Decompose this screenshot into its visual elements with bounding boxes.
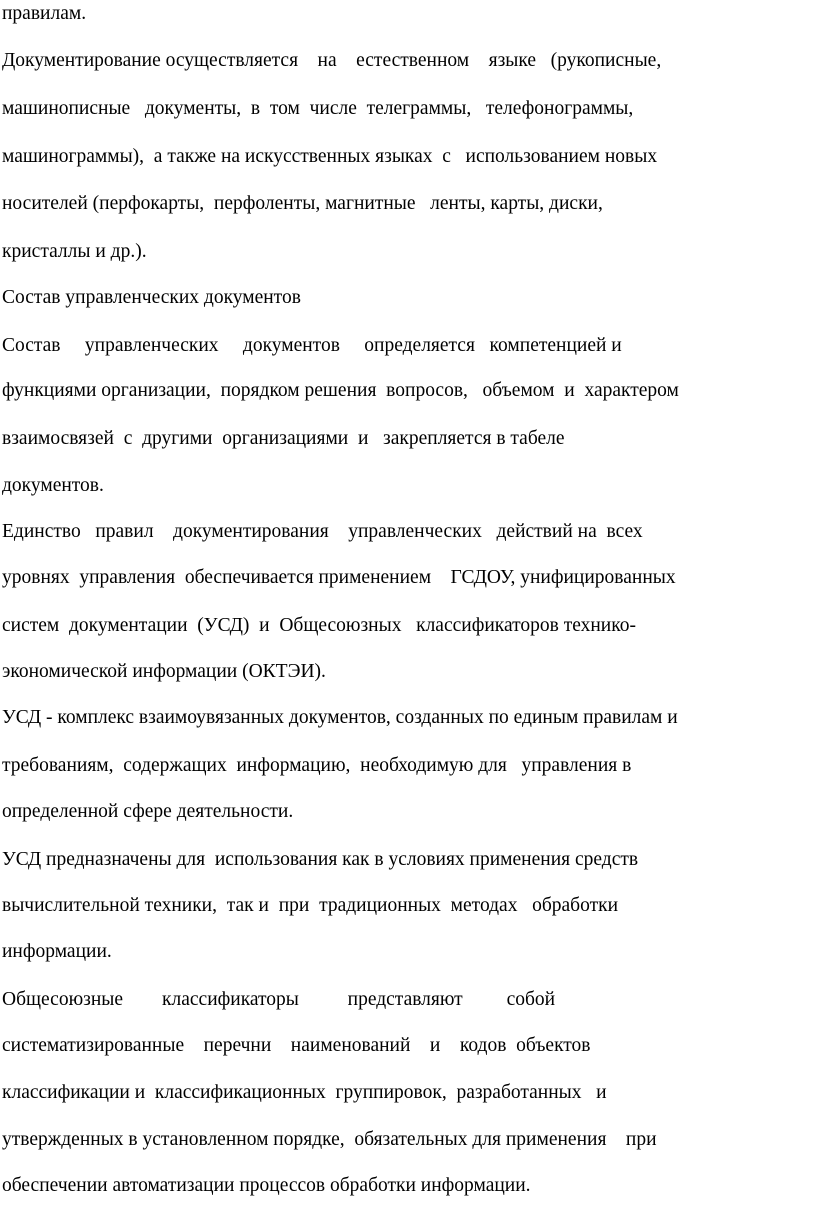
text-line: определенной сфере деятельности. [2, 801, 294, 822]
text-line: Единство правил документирования управленческих действий на всех [2, 521, 643, 542]
text-line: УСД - комплекс взаимоувязанных документов, созданных по единым правилам и [2, 707, 678, 728]
text-line: функциями организации, порядком решения вопросов, объемом и характером [2, 380, 679, 401]
text-line: кристаллы и др.). [2, 241, 147, 262]
text-line: систем документации (УСД) и Общесоюзных классификаторов технико- [2, 615, 636, 636]
section-heading: Состав управленческих документов [2, 287, 301, 308]
text-line: Документирование осуществляется на естественном языке (рукописные, [2, 50, 662, 71]
text-line: систематизированные перечни наименований и кодов объектов [2, 1035, 591, 1056]
text-line: требованиям, содержащих информацию, необходимую для управления в [2, 755, 632, 776]
text-line: Состав управленческих документов определяется компетенцией и [2, 335, 622, 356]
text-line: УСД предназначены для использования как в условиях применения средств [2, 849, 639, 870]
text-line: документов. [2, 475, 104, 496]
text-line: носителей (перфокарты, перфоленты, магнитные ленты, карты, диски, [2, 193, 603, 214]
text-line: машинограммы), а также на искусственных языках с использованием новых [2, 146, 658, 167]
text-line: утвержденных в установленном порядке, обязательных для применения при [2, 1129, 657, 1150]
text-line: информации. [2, 941, 112, 962]
text-line: уровнях управления обеспечивается применением ГСДОУ, унифицированных [2, 567, 676, 588]
text-line: классификации и классификационных группировок, разработанных и [2, 1082, 607, 1103]
text-line: взаимосвязей с другими организациями и закрепляется в табеле [2, 428, 565, 449]
text-line: экономической информации (ОКТЭИ). [2, 661, 326, 682]
text-line: обеспечении автоматизации процессов обработки информации. [2, 1175, 531, 1196]
text-line: машинописные документы, в том числе телеграммы, телефонограммы, [2, 98, 634, 119]
text-line: Общесоюзные классификаторы представляют собой [2, 989, 556, 1010]
text-line: вычислительной техники, так и при традиционных методах обработки [2, 895, 619, 916]
text-line: правилам. [2, 3, 87, 24]
